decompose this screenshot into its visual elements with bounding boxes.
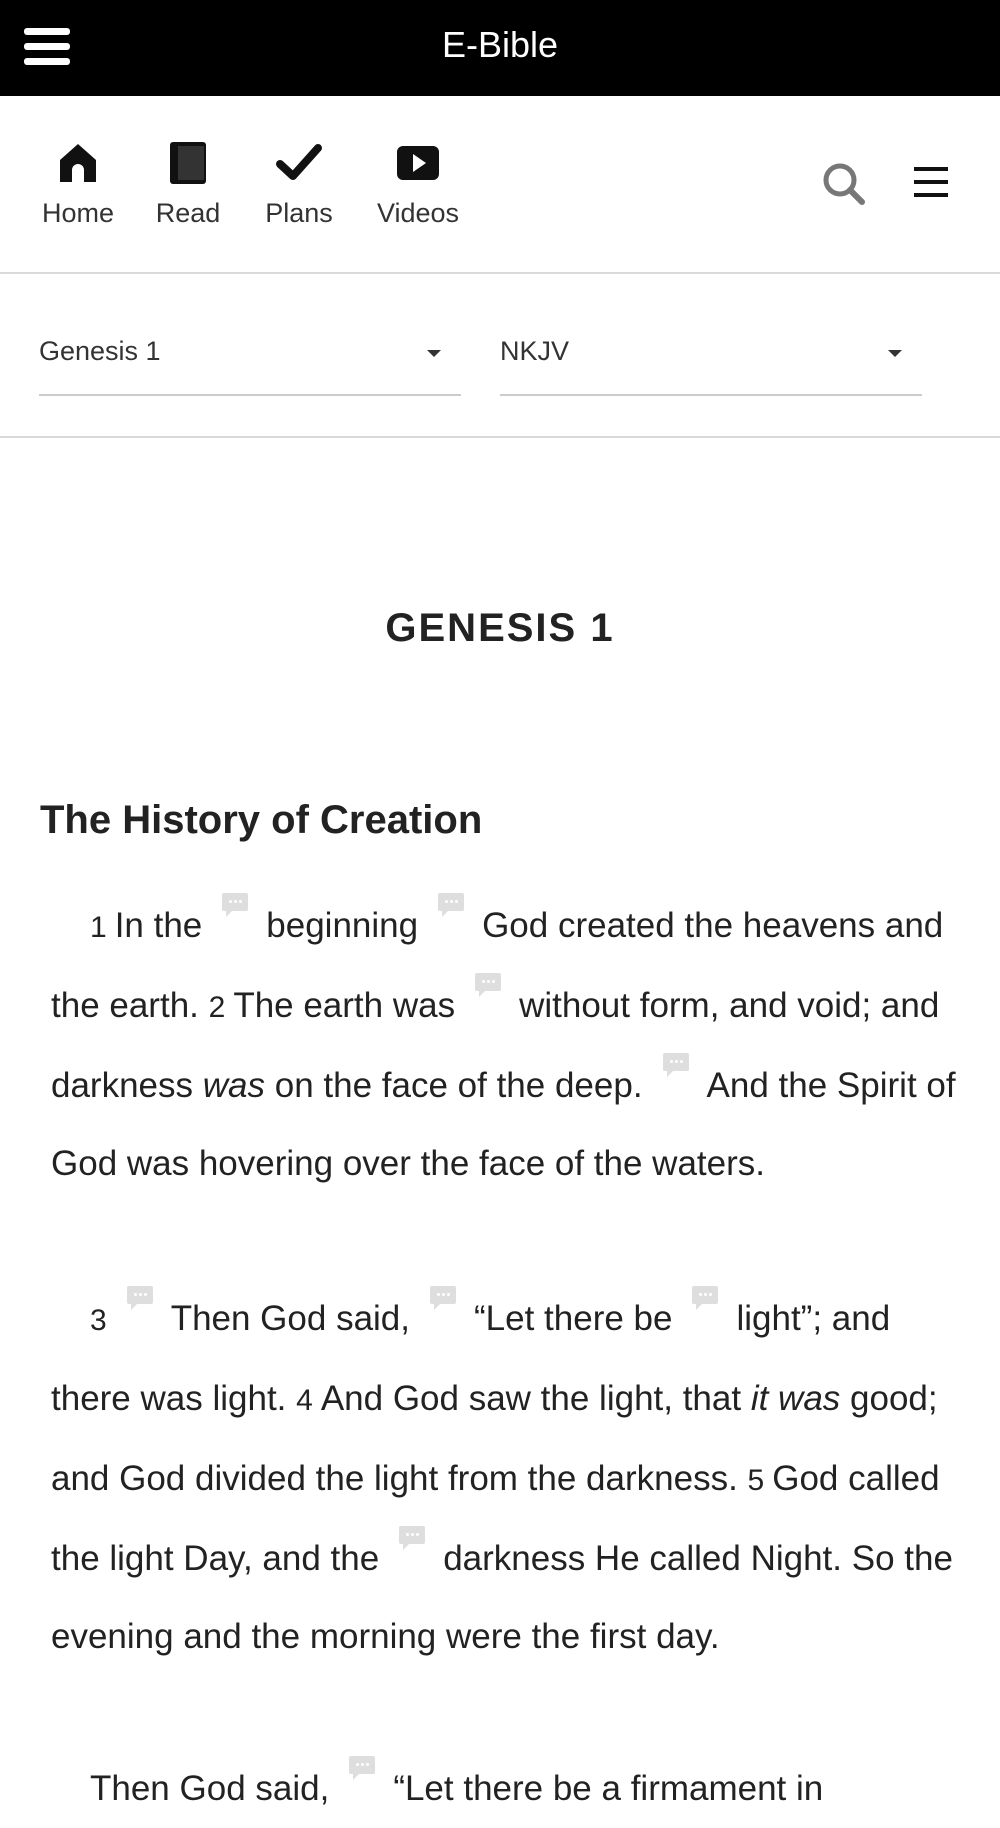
verse-number[interactable]: 4 <box>296 1384 313 1417</box>
footnote-icon[interactable] <box>475 973 501 991</box>
version-value: NKJV <box>500 336 570 366</box>
nav-item-home[interactable] <box>38 138 118 238</box>
hamburger-menu-icon[interactable] <box>24 28 70 66</box>
section-heading: The History of Creation <box>40 798 483 842</box>
app-title: E-Bible <box>441 24 559 65</box>
caret-down-icon <box>427 350 441 357</box>
reader-content[interactable] <box>0 438 1000 1808</box>
search-icon[interactable] <box>820 160 868 208</box>
verse-paragraph <box>51 1750 966 1828</box>
nav-item-label: Read <box>155 198 221 228</box>
footnote-icon[interactable] <box>438 893 464 911</box>
selector-bar <box>0 274 1000 438</box>
book-chapter-select[interactable] <box>39 336 461 396</box>
verse-text: on the face of the deep. <box>274 1066 643 1105</box>
verse-italic-text: was <box>202 1066 266 1105</box>
verse-text: light”; and there was light. <box>51 1299 891 1418</box>
caret-down-icon <box>888 350 902 357</box>
verse-text: darkness He called Night. So the evening and the morning were the first day. <box>51 1539 953 1656</box>
verse-text: Then God said, <box>90 1769 330 1808</box>
verse-italic-text: it was <box>750 1379 841 1418</box>
footnote-icon[interactable] <box>663 1053 689 1071</box>
verse-text: beginning <box>266 906 419 945</box>
verse-paragraph <box>51 1280 966 1676</box>
verse-text: In the <box>114 906 203 945</box>
footnote-icon[interactable] <box>430 1286 456 1304</box>
book-icon <box>168 138 208 186</box>
verse-text: “Let there be <box>474 1299 673 1338</box>
verse-number[interactable]: 5 <box>747 1464 765 1497</box>
checkmark-icon <box>276 138 322 186</box>
nav-bar <box>0 96 1000 274</box>
verse-text: And the Spirit of God was hovering over the face of the waters. <box>51 1066 956 1183</box>
list-menu-icon[interactable] <box>912 162 952 202</box>
version-select[interactable] <box>500 336 922 396</box>
verse-number[interactable]: 3 <box>90 1304 107 1337</box>
verse-text: God called the light Day, and the <box>51 1459 940 1578</box>
verse-text: God created the heavens and the earth. <box>51 906 944 1025</box>
footnote-icon[interactable] <box>349 1756 375 1774</box>
verse-text: And God saw the light, that <box>320 1379 742 1418</box>
nav-item-label: Videos <box>376 198 460 228</box>
verse-text: The earth was <box>233 986 456 1025</box>
nav-item-label: Home <box>41 198 115 228</box>
verse-text: good; and God divided the light from the darkness. <box>51 1379 938 1498</box>
nav-item-read[interactable] <box>152 138 224 238</box>
play-icon <box>395 138 441 186</box>
nav-item-plans[interactable] <box>261 138 337 238</box>
footnote-icon[interactable] <box>222 893 248 911</box>
verse-text: Then God said, <box>170 1299 410 1338</box>
home-icon <box>56 138 100 186</box>
verse-text: without form, and void; and darkness <box>51 986 940 1105</box>
footnote-icon[interactable] <box>399 1526 425 1544</box>
verse-number[interactable]: 1 <box>90 911 107 944</box>
verse-number[interactable]: 2 <box>208 991 226 1024</box>
verse-text: “Let there be a firmament in <box>393 1769 824 1808</box>
footnote-icon[interactable] <box>692 1286 718 1304</box>
footnote-icon[interactable] <box>127 1286 153 1304</box>
nav-item-videos[interactable] <box>372 138 464 238</box>
app-bar <box>0 0 1000 96</box>
nav-item-label: Plans <box>265 198 333 228</box>
chapter-title: GENESIS 1 <box>385 606 615 650</box>
book-chapter-value: Genesis 1 <box>39 336 161 366</box>
verse-paragraph <box>51 887 966 1203</box>
